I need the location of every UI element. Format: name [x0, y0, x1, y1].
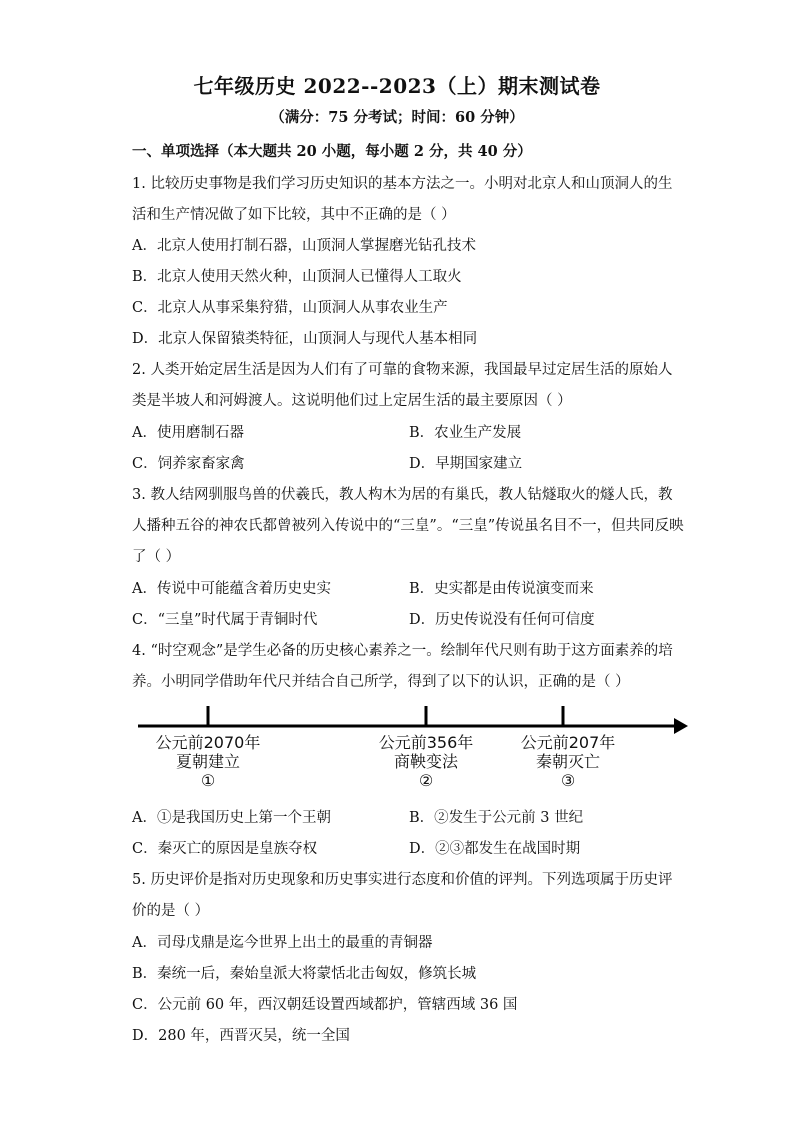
q2-option-b: B．农业生产发展 [409, 425, 522, 441]
q1-option-d: D．北京人保留猿类特征，山顶洞人与现代人基本相同 [132, 331, 478, 347]
q1-stem-line2: 活和生产情况做了如下比较，其中不正确的是（ ） [132, 207, 456, 223]
q4-stem-line1: 4. “时空观念”是学生必备的历史核心素养之一。绘制年代尺则有助于这方面素养的培 [132, 643, 673, 659]
q1-option-b: B．北京人使用天然火种，山顶洞人已懂得人工取火 [132, 269, 462, 285]
q1-option-c: C．北京人从事采集狩猎，山顶洞人从事农业生产 [132, 300, 448, 316]
timeline-event-3 [498, 733, 638, 790]
timeline-event-2 [356, 733, 496, 790]
q4-option-d: D．②③都发生在战国时期 [409, 841, 581, 857]
timeline-arrow [674, 718, 688, 734]
q1-option-a: A．北京人使用打制石器，山顶洞人掌握磨光钻孔技术 [132, 238, 476, 254]
timeline-event-1-year: 公元前2070年 [155, 733, 261, 752]
q3-option-c: C．“三皇”时代属于青铜时代 [132, 612, 318, 628]
q4-option-a: A．①是我国历史上第一个王朝 [132, 810, 331, 826]
q3-stem-line2: 人播种五谷的神农氏都曾被列入传说中的“三皇”。“三皇”传说虽名目不一，但共同反映 [132, 518, 684, 534]
timeline-event-3-name: 秦朝灭亡 [535, 752, 600, 771]
timeline-event-2-name: 商鞅变法 [393, 752, 458, 771]
q5-option-c: C．公元前 60 年，西汉朝廷设置西域都护，管辖西域 36 国 [132, 997, 518, 1013]
q3-option-b: B．史实都是由传说演变而来 [409, 581, 594, 597]
q1-stem-line1: 1. 比较历史事物是我们学习历史知识的基本方法之一。小明对北京人和山顶洞人的生 [132, 176, 673, 192]
q4-stem-line2: 养。小明同学借助年代尺并结合自己所学，得到了以下的认识，正确的是（ ） [132, 674, 630, 690]
timeline-event-3-year: 公元前207年 [520, 733, 616, 752]
q5-option-d: D．280 年，西晋灭吴，统一全国 [132, 1028, 350, 1044]
q4-option-c: C．秦灭亡的原因是皇族夺权 [132, 841, 318, 857]
q5-stem-line2: 价的是（ ） [132, 903, 210, 919]
page-subtitle: （满分：75 分考试；时间：60 分钟） [270, 109, 524, 126]
page-title: 七年级历史 2022--2023（上）期末测试卷 [193, 74, 601, 98]
q2-option-a: A．使用磨制石器 [132, 425, 244, 441]
timeline-figure [136, 700, 691, 795]
q2-option-c: C．饲养家畜家禽 [132, 456, 245, 472]
timeline-event-1-name: 夏朝建立 [175, 752, 240, 771]
timeline-event-3-num: ③ [560, 771, 576, 790]
q2-stem-line1: 2. 人类开始定居生活是因为人们有了可靠的食物来源，我国最早过定居生活的原始人 [132, 362, 673, 378]
q5-stem-line1: 5. 历史评价是指对历史现象和历史事实进行态度和价值的评判。下列选项属于历史评 [132, 872, 673, 888]
timeline-event-1 [138, 733, 278, 790]
q5-option-b: B．秦统一后，秦始皇派大将蒙恬北击匈奴，修筑长城 [132, 966, 477, 982]
q2-stem-line2: 类是半坡人和河姆渡人。这说明他们过上定居生活的最主要原因（ ） [132, 393, 572, 409]
q5-option-a: A．司母戊鼎是迄今世界上出土的最重的青铜器 [132, 935, 433, 951]
q3-stem-line1: 3. 教人结网驯服鸟兽的伏羲氏，教人构木为居的有巢氏，教人钻燧取火的燧人氏，教 [132, 487, 673, 503]
timeline-event-2-num: ② [418, 771, 434, 790]
q3-stem-line3: 了（ ） [132, 549, 181, 565]
timeline-event-1-num: ① [200, 771, 216, 790]
q2-option-d: D．早期国家建立 [409, 456, 523, 472]
q3-option-a: A．传说中可能蕴含着历史史实 [132, 581, 331, 597]
timeline-event-2-year: 公元前356年 [378, 733, 474, 752]
section-heading: 一、单项选择（本大题共 20 小题，每小题 2 分，共 40 分） [132, 143, 532, 160]
q3-option-d: D．历史传说没有任何可信度 [409, 612, 595, 628]
q4-option-b: B．②发生于公元前 3 世纪 [409, 810, 584, 826]
